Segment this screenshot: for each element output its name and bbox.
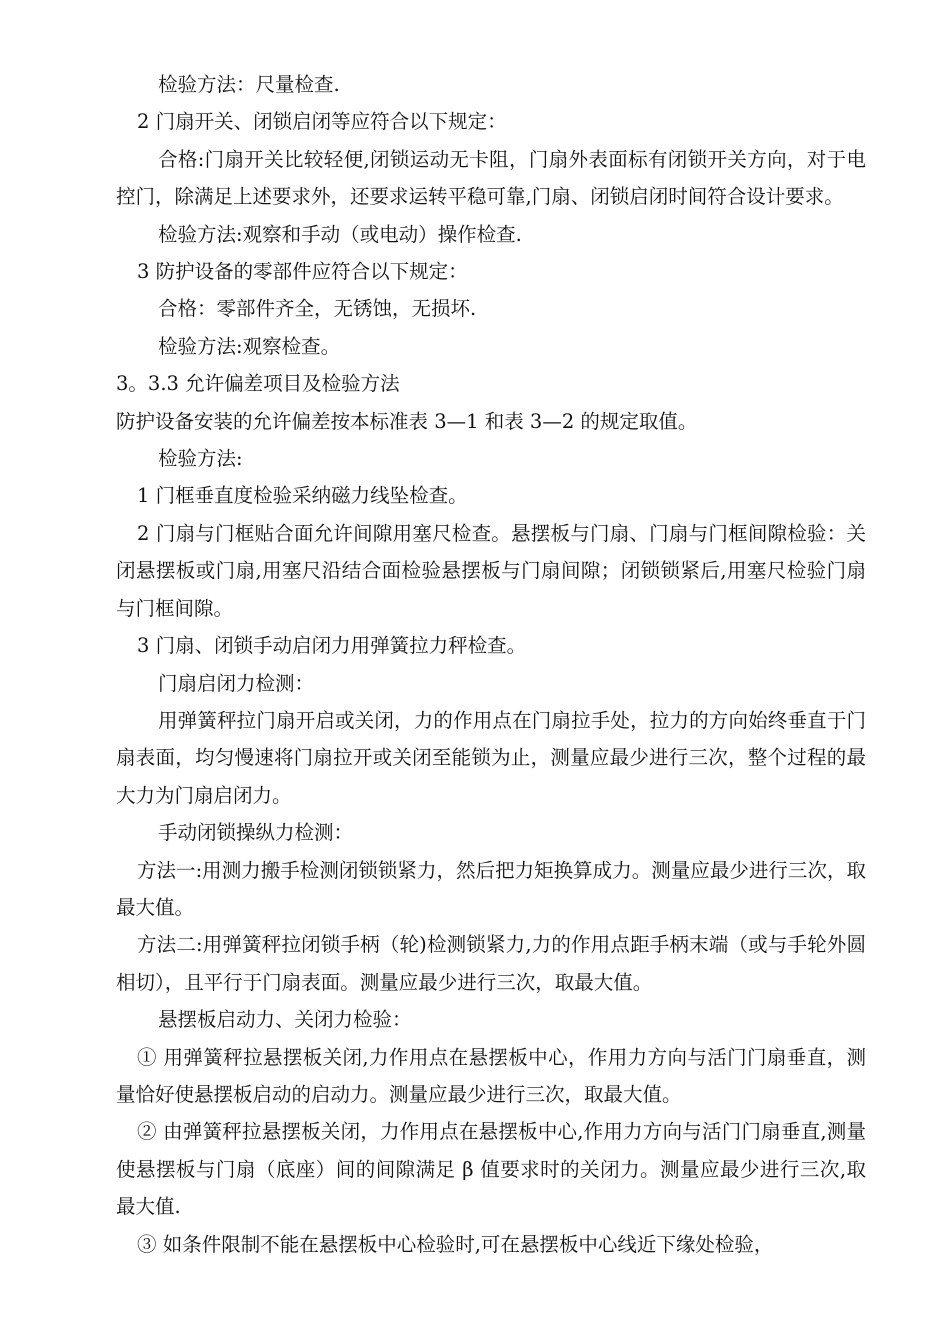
- paragraph: 2 门扇开关、闭锁启闭等应符合以下规定：: [137, 110, 507, 134]
- paragraph: 检验方法：尺量检查.: [158, 73, 340, 96]
- paragraph: 2 门扇与门框贴合面允许间隙用塞尺检查。悬摆板与门扇、门扇与门框间隙检验：关闭悬摆板或门扇,用塞尺沿结合面检验悬摆板与门扇间隙；闭锁锁紧后,用塞尺检验门扇与门框间隙。: [116, 521, 866, 620]
- section-heading: 3。3.3 允许偏差项目及检验方法: [116, 372, 400, 396]
- paragraph: 手动闭锁操纵力检测：: [158, 821, 354, 845]
- paragraph: ③ 如条件限制不能在悬摆板中心检验时,可在悬摆板中心线近下缘处检验，: [137, 1232, 774, 1256]
- paragraph: 3 防护设备的零部件应符合以下规定：: [137, 260, 468, 284]
- paragraph: 方法二:用弹簧秤拉闭锁手柄（轮)检测锁紧力,力的作用点距手柄末端（或与手轮外圆相切），且平行于门扇表面。测量应最少进行三次，取最大值。: [116, 933, 866, 994]
- paragraph: 检验方法:: [158, 447, 243, 471]
- paragraph: 1 门框垂直度检验采纳磁力线坠检查。: [137, 484, 468, 508]
- paragraph: ② 由弹簧秤拉悬摆板关闭，力作用点在悬摆板中心,作用力方向与活门门扇垂直,测量使悬摆板与门扇（底座）间的间隙满足 β 值要求时的关闭力。测量应最少进行三次,取最大值.: [116, 1120, 866, 1219]
- paragraph: 防护设备安装的允许偏差按本标准表 3—1 和表 3—2 的规定取值。: [116, 409, 698, 433]
- paragraph: 合格：零部件齐全，无锈蚀，无损坏.: [158, 297, 477, 321]
- paragraph: 检验方法:观察和手动（或电动）操作检查.: [158, 222, 522, 246]
- paragraph: 合格:门扇开关比较轻便,闭锁运动无卡阻，门扇外表面标有闭锁开关方向，对于电控门，除满足上述要求外，还要求运转平稳可靠,门扇、闭锁启闭时间符合设计要求。: [116, 147, 866, 209]
- paragraph: 悬摆板启动力、关闭力检验：: [158, 1008, 412, 1032]
- document-body: [116, 66, 866, 1263]
- paragraph: 用弹簧秤拉门扇开启或关闭，力的作用点在门扇拉手处，拉力的方向始终垂直于门扇表面，均匀慢速将门扇拉开或关闭至能锁为止，测量应最少进行三次，整个过程的最大力为门扇启闭力。: [116, 708, 866, 807]
- paragraph: 检验方法:观察检查。: [158, 334, 341, 358]
- paragraph: 3 门扇、闭锁手动启闭力用弹簧拉力秤检查。: [137, 634, 527, 658]
- paragraph: 方法一:用测力搬手检测闭锁锁紧力，然后把力矩换算成力。测量应最少进行三次，取最大值。: [116, 858, 866, 919]
- paragraph: 门扇启闭力检测：: [158, 671, 315, 695]
- paragraph: ① 用弹簧秤拉悬摆板关闭,力作用点在悬摆板中心，作用力方向与活门门扇垂直，测量恰好使悬摆板启动的启动力。测量应最少进行三次，取最大值。: [116, 1045, 866, 1106]
